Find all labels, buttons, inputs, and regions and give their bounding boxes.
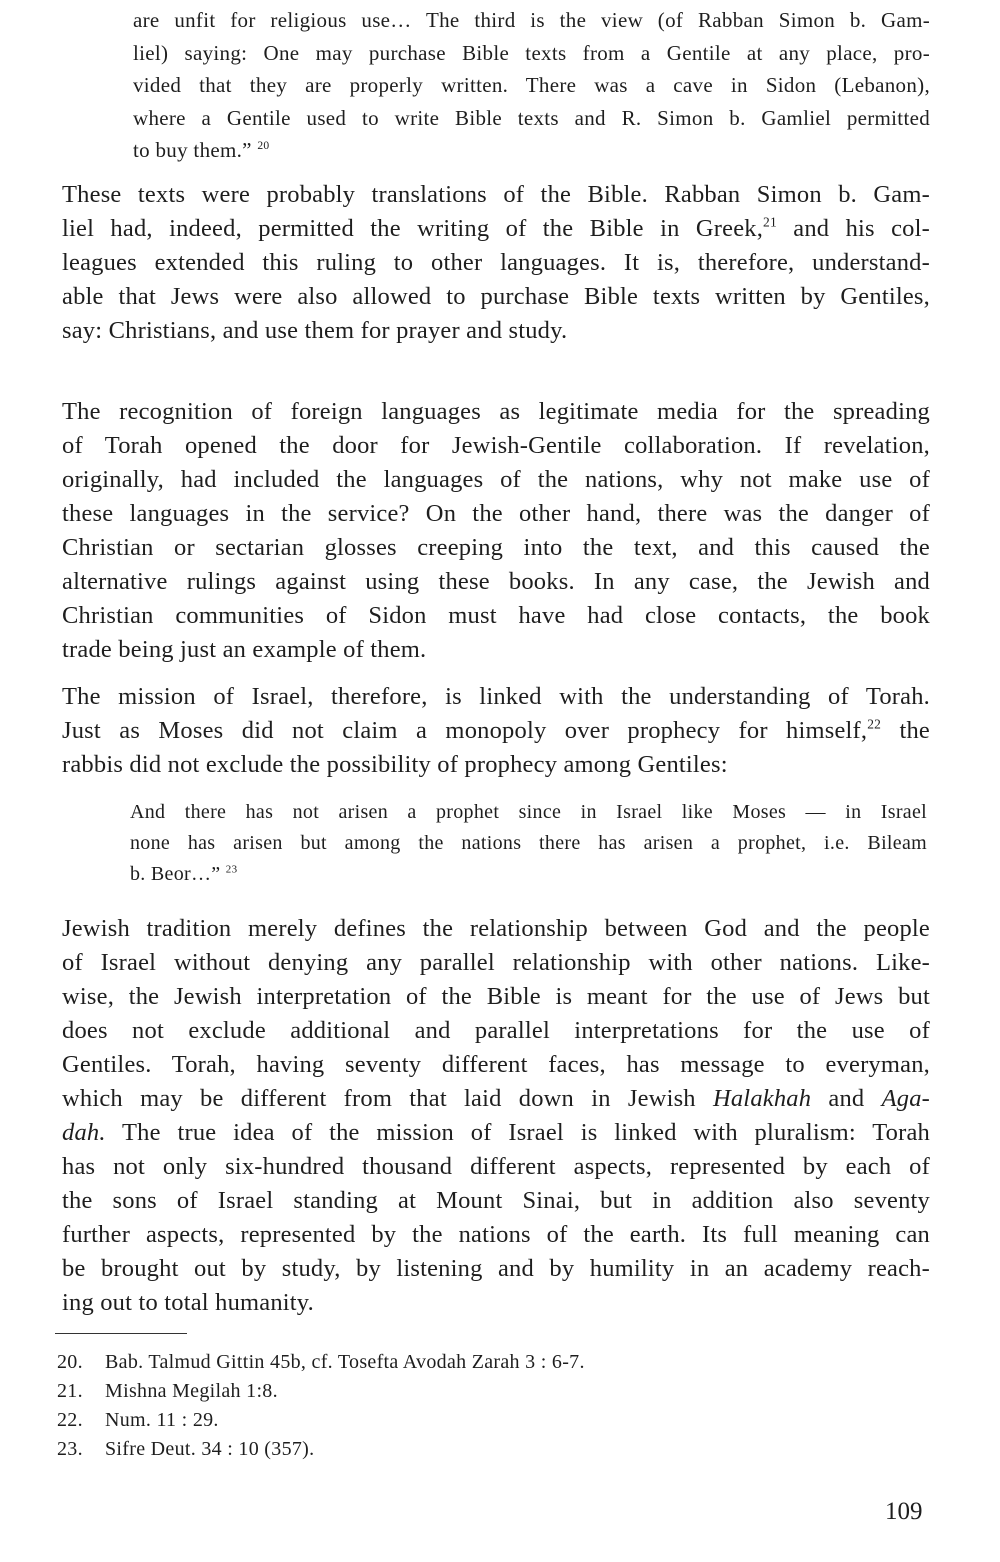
text-line: where a Gentile used to write Bible texts and R. Simon b. Gamliel permitted bbox=[133, 105, 930, 130]
text-line: ing out to total humanity. bbox=[62, 1289, 314, 1316]
text-line: Christian or sectarian glosses creeping into the text, and this caused the bbox=[62, 534, 930, 561]
text-line: Christian communities of Sidon must have had close contacts, the book bbox=[62, 602, 930, 629]
footnote-ref-23[interactable]: 23 bbox=[225, 863, 238, 876]
text-line: rabbis did not exclude the possibility of prophecy among Gentiles: bbox=[62, 751, 728, 778]
text-line: these languages in the service? On the other hand, there was the danger of bbox=[62, 500, 930, 527]
text-line: able that Jews were also allowed to purchase Bible texts written by Gentiles, bbox=[62, 283, 930, 310]
text-line: be brought out by study, by listening and by humility in an academy reach- bbox=[62, 1255, 930, 1282]
text-fragment: the bbox=[881, 717, 931, 744]
text-fragment: The true idea of the mission of Israel is linked with pluralism: Torah bbox=[122, 1119, 930, 1146]
text-line bbox=[62, 714, 930, 748]
text-fragment bbox=[106, 1119, 122, 1146]
text-line: trade being just an example of them. bbox=[62, 636, 427, 663]
footnote-number: 23. bbox=[57, 1438, 83, 1460]
text-line: does not exclude additional and parallel interpretations for the use of bbox=[62, 1017, 930, 1044]
text-line: are unfit for religious use… The third is the view (of Rabban Simon b. Gam- bbox=[133, 8, 930, 32]
italic-term-halakhah: Halakhah bbox=[712, 1085, 812, 1112]
text-line: These texts were probably translations of the Bible. Rabban Simon b. Gam- bbox=[62, 181, 930, 208]
text-fragment: which may be different from that laid down in Jewish bbox=[62, 1085, 713, 1112]
text-line: further aspects, represented by the nations of the earth. Its full meaning can bbox=[62, 1221, 930, 1248]
italic-term-agadah-start: Aga- bbox=[881, 1085, 931, 1112]
footnote-text: Mishna Megilah 1:8. bbox=[105, 1380, 278, 1402]
text-line bbox=[130, 859, 927, 890]
paragraph-2 bbox=[62, 395, 930, 667]
text-fragment: to buy them.” bbox=[133, 138, 252, 162]
text-fragment: liel had, indeed, permitted the writing of the Bible in Greek, bbox=[62, 215, 764, 242]
footnote-23 bbox=[57, 1435, 585, 1464]
paragraph-4 bbox=[62, 912, 930, 1320]
text-line: the sons of Israel standing at Mount Sinai, but in addition also seventy bbox=[62, 1187, 930, 1214]
text-line: has not only six-hundred thousand different aspects, represented by each of bbox=[62, 1153, 930, 1180]
text-line: liel) saying: One may purchase Bible texts from a Gentile at any place, pro- bbox=[133, 40, 930, 65]
footnote-ref-22[interactable]: 22 bbox=[867, 716, 882, 732]
paragraph-3 bbox=[62, 680, 930, 782]
footnote-number: 21. bbox=[57, 1380, 83, 1402]
page-number: 109 bbox=[885, 1498, 923, 1525]
text-fragment: and bbox=[811, 1085, 882, 1112]
text-line: none has arisen but among the nations there has arisen a prophet, i.e. Bileam bbox=[130, 832, 927, 854]
text-fragment: and his col- bbox=[776, 215, 930, 242]
text-line bbox=[62, 1082, 930, 1116]
text-line: leagues extended this ruling to other languages. It is, therefore, understand- bbox=[62, 249, 930, 276]
text-line: Jewish tradition merely defines the relationship between God and the people bbox=[62, 915, 930, 942]
footnote-text: Sifre Deut. 34 : 10 (357). bbox=[105, 1438, 315, 1460]
footnote-number: 22. bbox=[57, 1409, 83, 1431]
footnote-text: Bab. Talmud Gittin 45b, cf. Tosefta Avodah Zarah 3 : 6-7. bbox=[105, 1351, 585, 1373]
text-line: of Israel without denying any parallel relationship with other nations. Like- bbox=[62, 949, 930, 976]
footnote-20 bbox=[57, 1348, 585, 1377]
text-line: say: Christians, and use them for prayer and study. bbox=[62, 317, 568, 344]
text-fragment: Just as Moses did not claim a monopoly over prophecy for himself, bbox=[62, 717, 868, 744]
footnote-separator bbox=[55, 1333, 187, 1334]
text-line bbox=[62, 212, 930, 246]
text-line: alternative rulings against using these books. In any case, the Jewish and bbox=[62, 568, 930, 595]
text-fragment: b. Beor…” bbox=[130, 863, 221, 885]
footnote-ref-20[interactable]: 20 bbox=[257, 139, 270, 152]
text-line: wise, the Jewish interpretation of the Bible is meant for the use of Jews but bbox=[62, 983, 930, 1010]
text-line: The recognition of foreign languages as legitimate media for the spreading bbox=[62, 398, 930, 425]
text-line: Gentiles. Torah, having seventy different faces, has message to everyman, bbox=[62, 1051, 930, 1078]
footnote-text: Num. 11 : 29. bbox=[105, 1409, 219, 1431]
footnote-number: 20. bbox=[57, 1351, 83, 1373]
text-line bbox=[62, 1116, 930, 1150]
text-line: originally, had included the languages of the nations, why not make use of bbox=[62, 466, 930, 493]
paragraph-1 bbox=[62, 178, 930, 348]
text-line: vided that they are properly written. There was a cave in Sidon (Lebanon), bbox=[133, 73, 930, 97]
italic-term-agadah-end: dah. bbox=[62, 1119, 106, 1146]
top-quotation bbox=[133, 4, 930, 167]
text-line: The mission of Israel, therefore, is linked with the understanding of Torah. bbox=[62, 683, 930, 710]
footnote-22 bbox=[57, 1406, 585, 1435]
text-line bbox=[133, 134, 930, 167]
block-quotation bbox=[130, 797, 927, 890]
footnote-ref-21[interactable]: 21 bbox=[763, 214, 777, 230]
text-line: of Torah opened the door for Jewish-Gentile collaboration. If revelation, bbox=[62, 432, 930, 459]
footnotes bbox=[57, 1348, 585, 1464]
text-line: And there has not arisen a prophet since in Israel like Moses — in Israel bbox=[130, 801, 927, 823]
footnote-21 bbox=[57, 1377, 585, 1406]
